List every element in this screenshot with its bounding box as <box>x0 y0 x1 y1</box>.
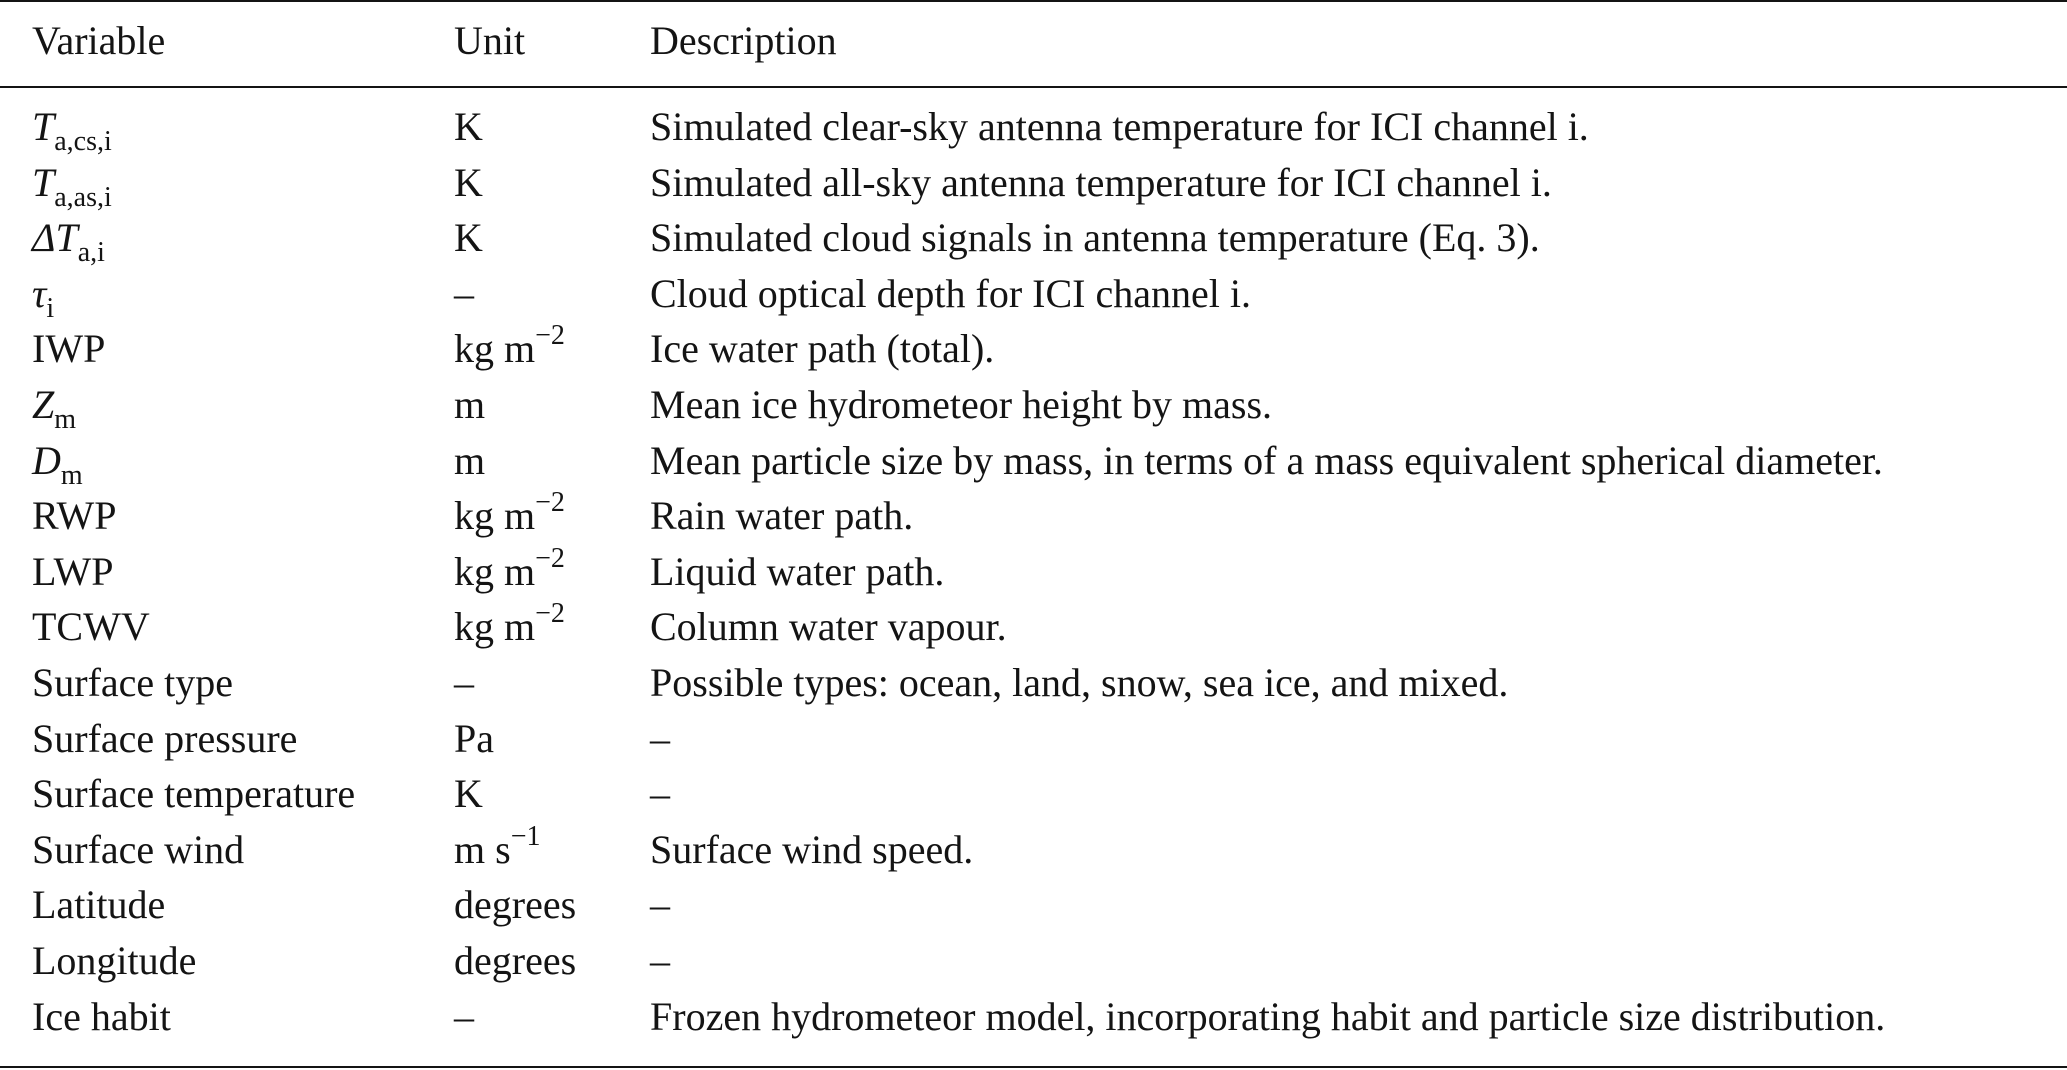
variable-symbol: Surface type <box>32 660 234 705</box>
variable-cell <box>32 270 55 324</box>
table-row <box>0 437 2067 492</box>
unit-text: Pa <box>454 715 494 761</box>
variable-cell <box>32 325 105 373</box>
table-row <box>0 542 2067 603</box>
variable-symbol: TCWV <box>32 604 150 650</box>
variable-cell <box>32 715 297 763</box>
table-row <box>0 103 2067 158</box>
variable-symbol: IWP <box>32 326 106 372</box>
table-row <box>0 270 2067 325</box>
unit-text: K <box>454 159 483 205</box>
variable-cell <box>32 881 165 929</box>
variable-cell <box>32 603 150 651</box>
description-cell: Column water vapour. <box>650 604 1007 650</box>
variable-cell <box>32 103 112 157</box>
variable-symbol: LWP <box>32 548 114 594</box>
table-row <box>0 487 2067 547</box>
unit-cell <box>454 937 576 985</box>
unit-text: m <box>454 382 486 427</box>
unit-cell <box>454 993 474 1041</box>
variable-cell <box>32 770 355 818</box>
description-cell: Rain water path. <box>650 493 914 539</box>
variable-symbol: T <box>32 159 55 205</box>
variable-cell <box>32 492 116 540</box>
table-row <box>0 937 2067 992</box>
unit-text: kg m <box>454 493 536 539</box>
unit-cell <box>454 270 474 318</box>
description-cell: Simulated clear-sky antenna temperature for ICI channel i. <box>650 104 1589 149</box>
variable-cell <box>32 381 77 435</box>
variable-symbol: Latitude <box>32 882 166 928</box>
variable-symbol: T <box>32 104 55 149</box>
unit-text: kg m <box>454 326 536 372</box>
unit-text: degrees <box>454 938 577 983</box>
description-cell: Mean ice hydrometeor height by mass. <box>650 382 1273 427</box>
variable-cell <box>32 548 113 596</box>
table-row <box>0 881 2067 936</box>
unit-superscript: −2 <box>535 320 565 352</box>
table-row <box>0 820 2067 881</box>
table-row <box>0 598 2067 658</box>
unit-text: K <box>454 215 483 261</box>
unit-text: kg m <box>454 604 536 650</box>
unit-text: – <box>454 270 474 316</box>
variable-symbol: Ice habit <box>32 993 171 1039</box>
unit-text: degrees <box>454 882 577 928</box>
description-cell: – <box>650 771 670 817</box>
unit-cell <box>454 881 576 929</box>
unit-cell <box>454 103 483 151</box>
unit-superscript: −2 <box>535 598 565 630</box>
unit-superscript: −1 <box>510 820 541 852</box>
unit-cell <box>454 715 494 763</box>
description-cell: Surface wind speed. <box>650 826 974 872</box>
variable-symbol: Surface pressure <box>32 715 298 761</box>
description-cell: Frozen hydrometeor model, incorporating habit and particle size distribution. <box>650 993 1886 1039</box>
variable-symbol: Surface wind <box>32 826 245 872</box>
variable-subscript: m <box>60 459 83 491</box>
description-cell: – <box>650 938 670 983</box>
table-row <box>0 159 2067 214</box>
unit-cell <box>454 214 483 262</box>
table-row <box>0 770 2067 825</box>
description-cell: Possible types: ocean, land, snow, sea ice, and mixed. <box>650 660 1509 705</box>
description-cell: Ice water path (total). <box>650 326 995 372</box>
variable-subscript: a,i <box>77 237 105 269</box>
description-cell: Liquid water path. <box>650 548 945 594</box>
unit-text: kg m <box>454 548 536 594</box>
header-variable: Variable <box>32 18 166 63</box>
unit-superscript: −2 <box>535 487 565 519</box>
description-cell: – <box>650 882 670 928</box>
table-top-rule <box>0 0 2067 2</box>
variable-symbol: Longitude <box>32 938 197 983</box>
unit-cell <box>454 770 483 818</box>
variable-cell <box>32 437 83 491</box>
description-cell: Simulated all-sky antenna temperature for ICI channel i. <box>650 159 1552 205</box>
variable-symbol: τ <box>32 270 47 316</box>
variable-cell <box>32 214 105 269</box>
description-cell: Simulated cloud signals in antenna temperature (Eq. 3). <box>650 215 1540 261</box>
variable-symbol: ΔT <box>32 215 78 261</box>
variable-subscript: a,as,i <box>54 181 112 213</box>
table-bottom-rule <box>0 1066 2067 1068</box>
table-row <box>0 381 2067 436</box>
unit-text: – <box>454 660 474 705</box>
table-row <box>0 214 2067 269</box>
table-row <box>0 715 2067 770</box>
unit-superscript: −2 <box>535 542 565 574</box>
unit-text: m <box>454 437 486 483</box>
unit-cell <box>454 437 485 485</box>
unit-cell <box>454 820 541 874</box>
header-unit: Unit <box>454 18 526 63</box>
header-description: Description <box>650 18 837 63</box>
unit-text: K <box>454 104 483 149</box>
unit-cell <box>454 487 565 540</box>
table-header-rule <box>0 86 2067 88</box>
variable-cell <box>32 993 171 1041</box>
table-row <box>0 320 2067 380</box>
variable-symbol: D <box>32 437 61 483</box>
description-cell: Mean particle size by mass, in terms of a mass equivalent spherical diameter. <box>650 437 1883 483</box>
unit-cell <box>454 542 565 596</box>
unit-cell <box>454 659 474 707</box>
table-row <box>0 659 2067 714</box>
variable-symbol: Z <box>32 382 55 427</box>
unit-cell <box>454 159 483 207</box>
variable-cell <box>32 159 112 213</box>
variable-symbol: RWP <box>32 493 117 539</box>
unit-cell <box>454 320 565 373</box>
variable-cell <box>32 659 233 707</box>
description-cell: – <box>650 715 670 761</box>
variable-cell <box>32 826 244 874</box>
unit-text: K <box>454 771 483 817</box>
variable-subscript: m <box>54 404 77 435</box>
variable-subscript: i <box>46 292 55 324</box>
unit-cell <box>454 598 565 651</box>
variable-cell <box>32 937 196 985</box>
unit-text: m s <box>454 826 511 872</box>
variable-subscript: a,cs,i <box>54 126 112 157</box>
description-cell: Cloud optical depth for ICI channel i. <box>650 270 1251 316</box>
variable-symbol: Surface temperature <box>32 771 356 817</box>
table-row <box>0 993 2067 1048</box>
unit-cell <box>454 381 485 429</box>
unit-text: – <box>454 993 474 1039</box>
